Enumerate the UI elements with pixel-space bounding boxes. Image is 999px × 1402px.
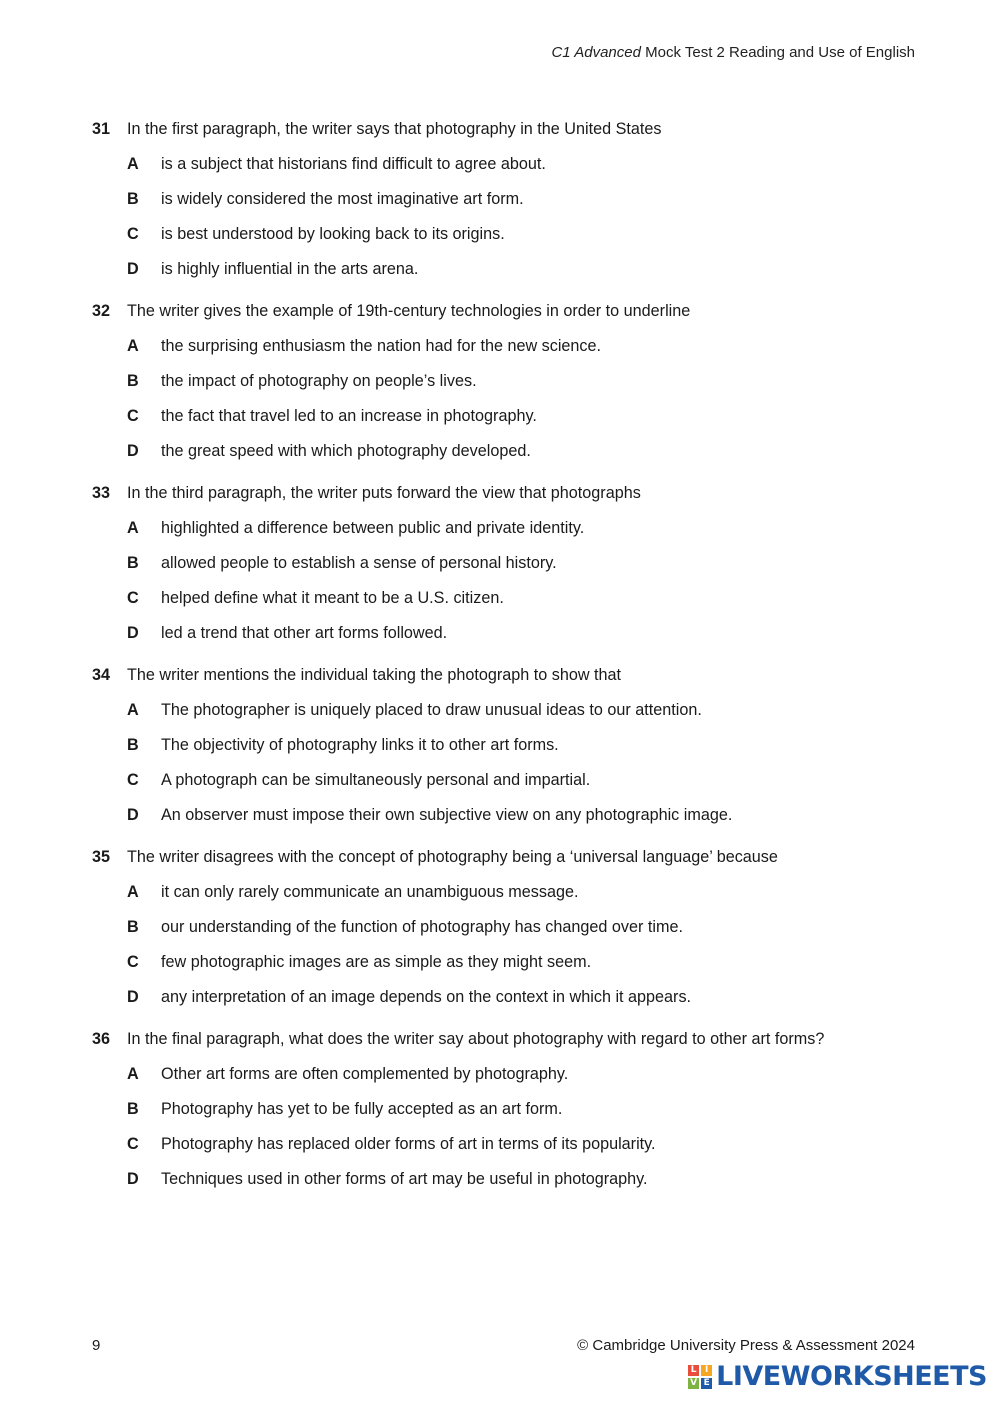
option-text: is a subject that historians find difficult to agree about. xyxy=(161,155,546,173)
option-36-b[interactable] xyxy=(92,1100,922,1125)
option-36-a[interactable] xyxy=(92,1065,922,1090)
brand-name: LIVEWORKSHEETS xyxy=(716,1361,987,1392)
question-number: 32 xyxy=(92,302,111,320)
question-33 xyxy=(92,484,922,649)
logo-tile: V xyxy=(688,1378,699,1389)
option-letter: C xyxy=(127,953,139,971)
question-34 xyxy=(92,666,922,831)
question-stem xyxy=(92,1030,922,1055)
option-letter: C xyxy=(127,771,139,789)
logo-tile: I xyxy=(701,1365,712,1376)
option-letter: B xyxy=(127,736,139,754)
option-letter: A xyxy=(127,155,139,173)
option-letter: C xyxy=(127,407,139,425)
logo-tile: L xyxy=(688,1365,699,1376)
option-text: highlighted a difference between public and private identity. xyxy=(161,519,585,537)
page-header xyxy=(551,44,915,61)
option-35-d[interactable] xyxy=(92,988,922,1013)
option-31-c[interactable] xyxy=(92,225,922,250)
question-36 xyxy=(92,1030,922,1195)
option-text: A photograph can be simultaneously personal and impartial. xyxy=(161,771,591,789)
option-33-c[interactable] xyxy=(92,589,922,614)
option-letter: D xyxy=(127,624,139,642)
option-letter: A xyxy=(127,701,139,719)
liveworksheets-brand[interactable] xyxy=(688,1361,987,1392)
option-32-c[interactable] xyxy=(92,407,922,432)
option-text: few photographic images are as simple as they might seem. xyxy=(161,953,592,971)
option-31-a[interactable] xyxy=(92,155,922,180)
question-stem xyxy=(92,484,922,509)
liveworksheets-logo-icon xyxy=(688,1365,712,1389)
question-list xyxy=(92,120,922,1212)
option-32-d[interactable] xyxy=(92,442,922,467)
option-32-a[interactable] xyxy=(92,337,922,362)
option-text: The photographer is uniquely placed to draw unusual ideas to our attention. xyxy=(161,701,702,719)
option-letter: B xyxy=(127,554,139,572)
option-letter: A xyxy=(127,337,139,355)
question-stem xyxy=(92,666,922,691)
question-number: 35 xyxy=(92,848,111,866)
option-33-d[interactable] xyxy=(92,624,922,649)
question-number: 36 xyxy=(92,1030,111,1048)
question-stem xyxy=(92,302,922,327)
question-stem xyxy=(92,848,922,873)
question-text: In the final paragraph, what does the writer say about photography with regard to other art forms? xyxy=(127,1030,825,1048)
option-35-b[interactable] xyxy=(92,918,922,943)
option-letter: C xyxy=(127,1135,139,1153)
option-text: Photography has yet to be fully accepted as an art form. xyxy=(161,1100,563,1118)
option-letter: D xyxy=(127,988,139,1006)
copyright-notice: © Cambridge University Press & Assessment 2024 xyxy=(577,1337,915,1354)
option-33-a[interactable] xyxy=(92,519,922,544)
option-text: is widely considered the most imaginative art form. xyxy=(161,190,524,208)
option-34-a[interactable] xyxy=(92,701,922,726)
option-text: helped define what it meant to be a U.S. citizen. xyxy=(161,589,504,607)
option-text: led a trend that other art forms followed. xyxy=(161,624,448,642)
question-35 xyxy=(92,848,922,1013)
option-letter: D xyxy=(127,806,139,824)
option-32-b[interactable] xyxy=(92,372,922,397)
option-text: Other art forms are often complemented by photography. xyxy=(161,1065,569,1083)
option-letter: D xyxy=(127,1170,139,1188)
option-letter: B xyxy=(127,372,139,390)
question-stem xyxy=(92,120,922,145)
question-text: In the third paragraph, the writer puts forward the view that photographs xyxy=(127,484,641,502)
option-letter: B xyxy=(127,190,139,208)
option-31-b[interactable] xyxy=(92,190,922,215)
option-text: Photography has replaced older forms of art in terms of its popularity. xyxy=(161,1135,656,1153)
question-text: The writer gives the example of 19th-century technologies in order to underline xyxy=(127,302,691,320)
option-34-d[interactable] xyxy=(92,806,922,831)
question-number: 31 xyxy=(92,120,111,138)
question-number: 34 xyxy=(92,666,111,684)
option-text: is best understood by looking back to its origins. xyxy=(161,225,505,243)
option-text: An observer must impose their own subjective view on any photographic image. xyxy=(161,806,733,824)
option-letter: B xyxy=(127,918,139,936)
option-34-c[interactable] xyxy=(92,771,922,796)
option-35-c[interactable] xyxy=(92,953,922,978)
question-32 xyxy=(92,302,922,467)
option-text: the great speed with which photography developed. xyxy=(161,442,531,460)
option-36-c[interactable] xyxy=(92,1135,922,1160)
option-text: it can only rarely communicate an unambiguous message. xyxy=(161,883,579,901)
option-31-d[interactable] xyxy=(92,260,922,285)
question-number: 33 xyxy=(92,484,111,502)
header-test-title: Mock Test 2 Reading and Use of English xyxy=(640,44,915,61)
option-letter: D xyxy=(127,260,139,278)
option-letter: B xyxy=(127,1100,139,1118)
option-letter: D xyxy=(127,442,139,460)
option-text: the impact of photography on people’s lives. xyxy=(161,372,477,390)
option-text: Techniques used in other forms of art may be useful in photography. xyxy=(161,1170,648,1188)
header-exam-title: C1 Advanced xyxy=(551,44,641,61)
question-text: The writer disagrees with the concept of photography being a ‘universal language’ because xyxy=(127,848,778,866)
option-33-b[interactable] xyxy=(92,554,922,579)
option-36-d[interactable] xyxy=(92,1170,922,1195)
option-letter: C xyxy=(127,225,139,243)
page-number: 9 xyxy=(92,1337,101,1354)
option-text: the surprising enthusiasm the nation had for the new science. xyxy=(161,337,602,355)
option-text: is highly influential in the arts arena. xyxy=(161,260,419,278)
option-text: The objectivity of photography links it to other art forms. xyxy=(161,736,559,754)
question-text: In the first paragraph, the writer says that photography in the United States xyxy=(127,120,662,138)
question-text: The writer mentions the individual taking the photograph to show that xyxy=(127,666,622,684)
option-letter: A xyxy=(127,883,139,901)
option-text: allowed people to establish a sense of personal history. xyxy=(161,554,557,572)
option-text: our understanding of the function of photography has changed over time. xyxy=(161,918,683,936)
option-text: the fact that travel led to an increase in photography. xyxy=(161,407,537,425)
option-letter: C xyxy=(127,589,139,607)
logo-tile: E xyxy=(701,1378,712,1389)
question-31 xyxy=(92,120,922,285)
option-text: any interpretation of an image depends on the context in which it appears. xyxy=(161,988,692,1006)
option-35-a[interactable] xyxy=(92,883,922,908)
option-letter: A xyxy=(127,519,139,537)
option-34-b[interactable] xyxy=(92,736,922,761)
option-letter: A xyxy=(127,1065,139,1083)
